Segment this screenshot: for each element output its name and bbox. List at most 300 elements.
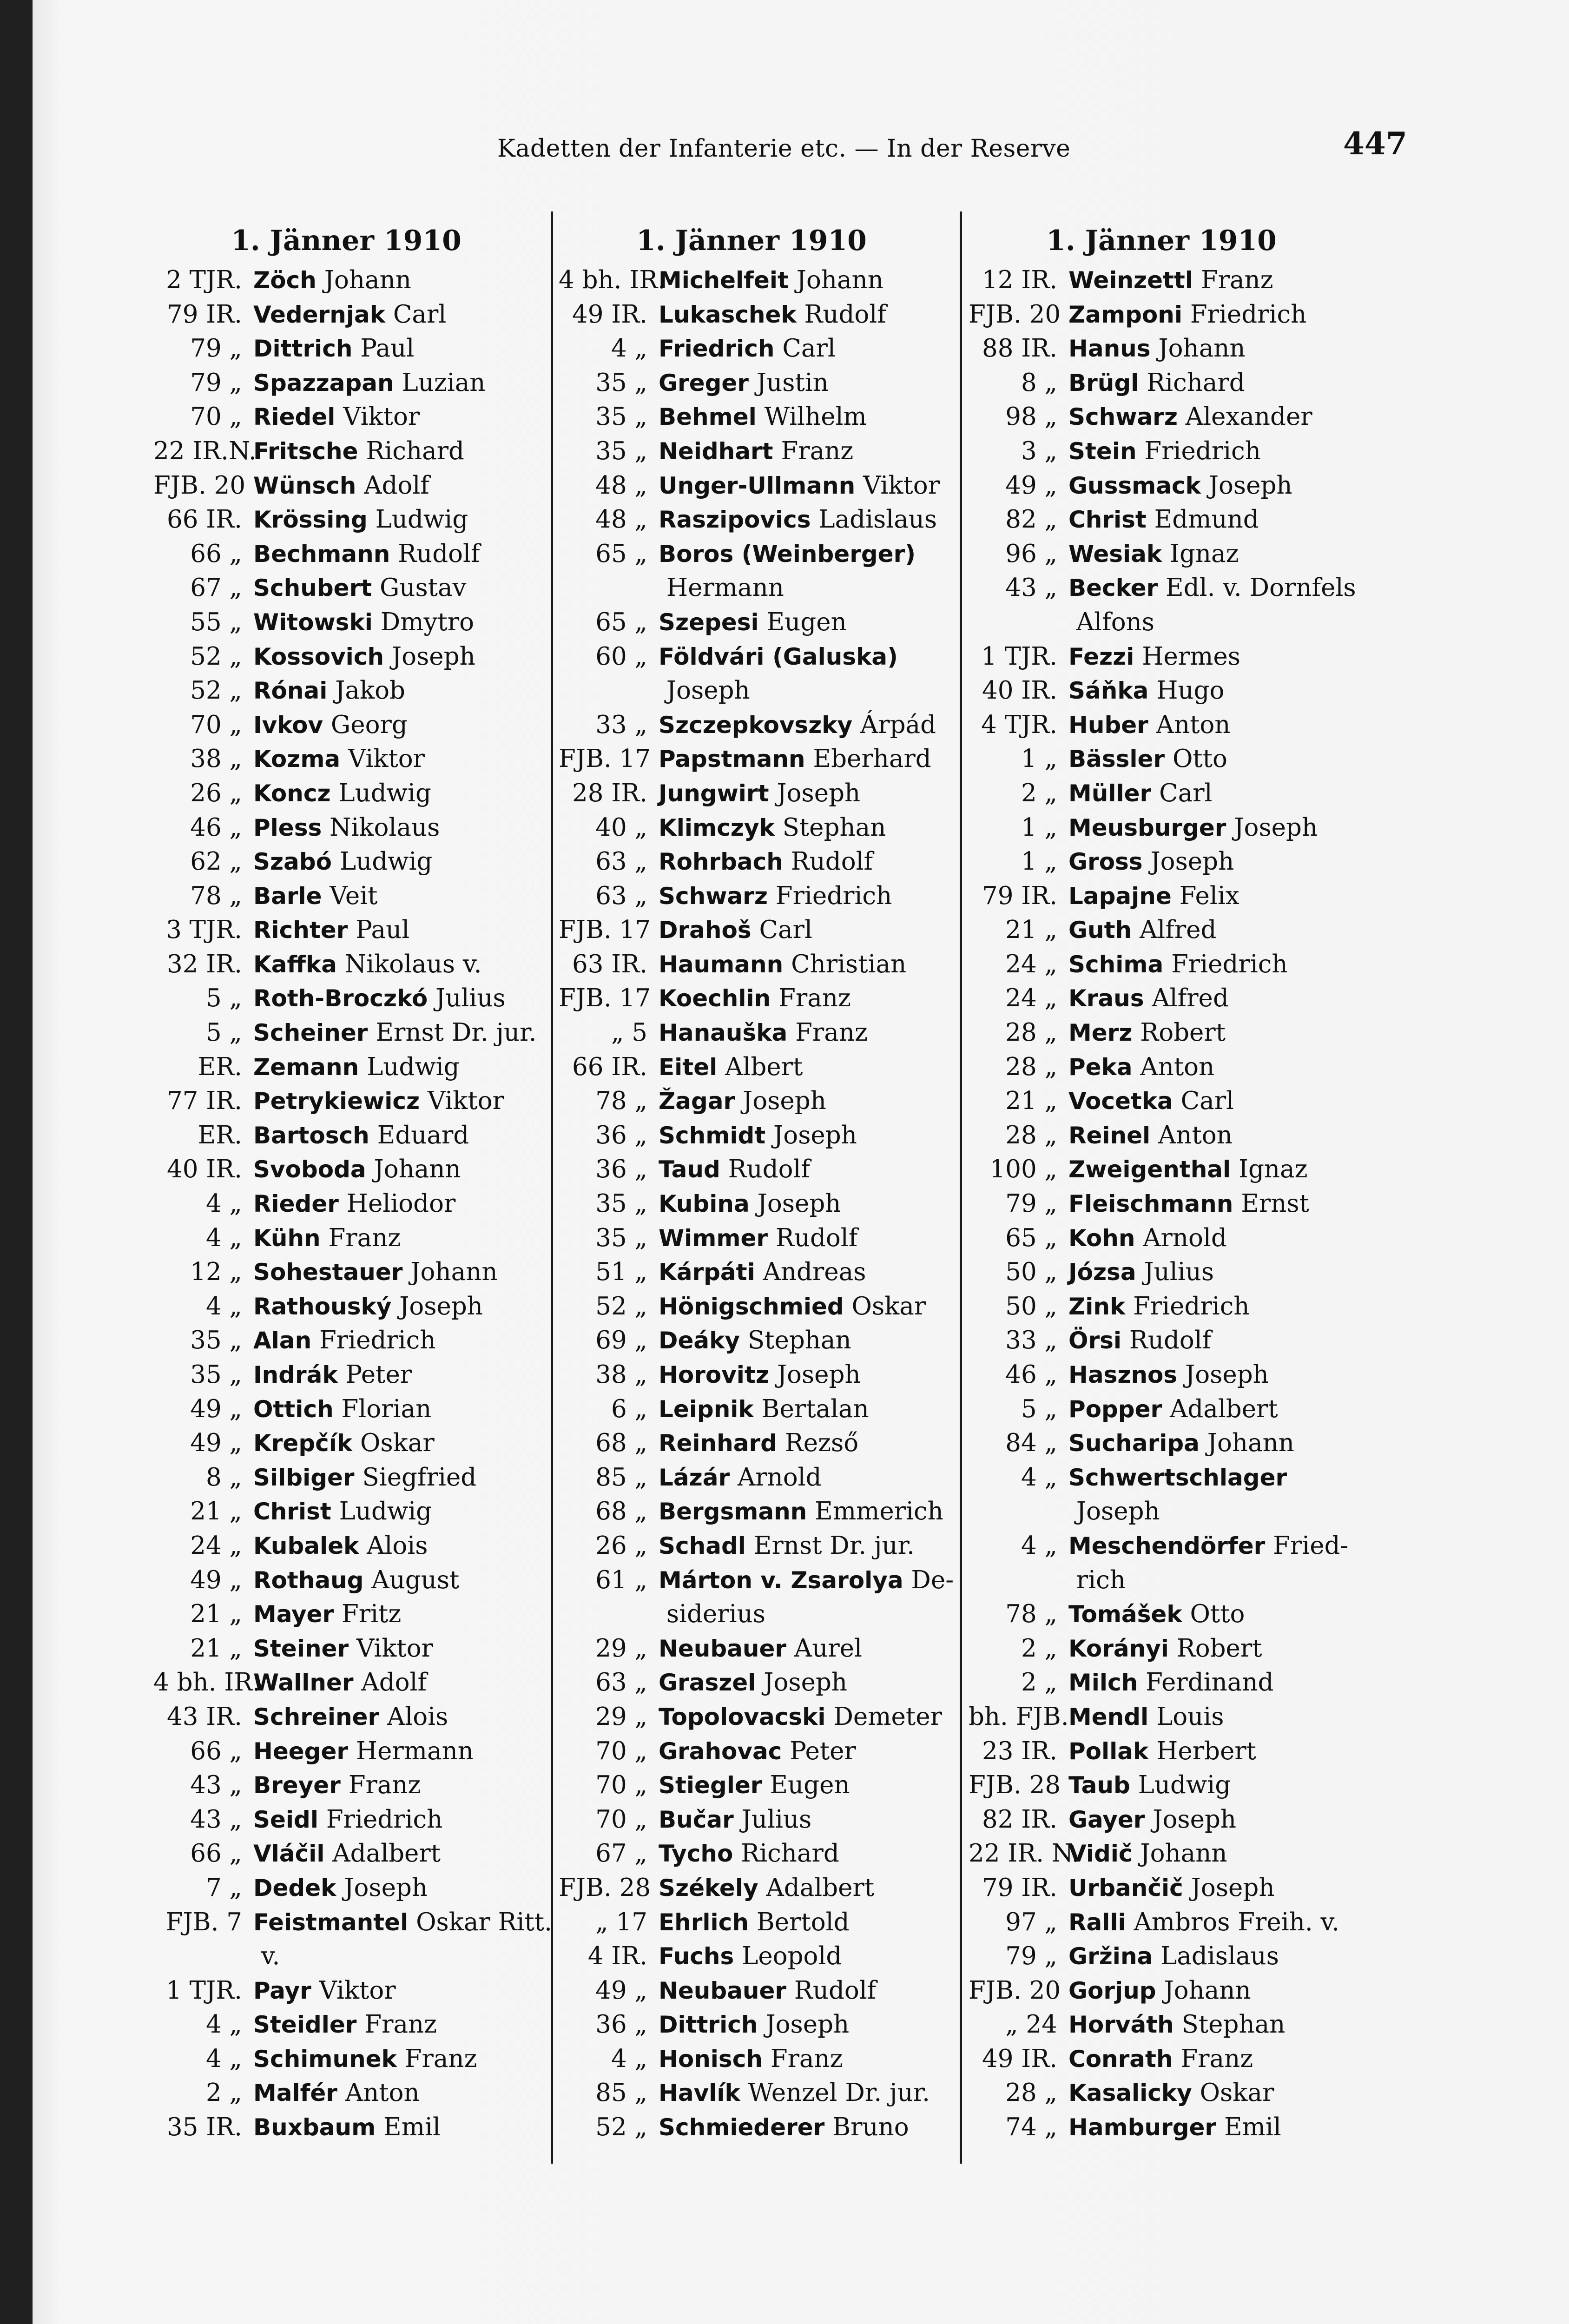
list-item	[969, 1939, 1354, 1974]
surname: Hönigschmied	[659, 1293, 844, 1320]
surname: Kraus	[1068, 985, 1144, 1012]
regiment-ref: FJB. 20	[153, 471, 246, 500]
list-item	[969, 1563, 1354, 1598]
regiment-ref: „ 24	[1005, 2010, 1057, 2039]
list-item	[559, 1118, 944, 1153]
regiment-ref: 65 „	[595, 607, 647, 636]
given-name: Luzian	[402, 368, 486, 397]
list-item	[153, 879, 539, 913]
given-name: Edl. v. Dornfels	[1166, 574, 1356, 602]
given-name: Ernst	[1241, 1189, 1309, 1218]
list-item	[559, 1084, 944, 1118]
given-name: Alois	[387, 1702, 448, 1731]
regiment-ref: 74 „	[1005, 2113, 1057, 2142]
given-name: Felix	[1179, 881, 1239, 910]
list-item	[969, 263, 1354, 297]
given-name: Nikolaus	[330, 813, 440, 842]
surname: Tomášek	[1068, 1601, 1182, 1628]
given-name: Robert	[1176, 1634, 1262, 1663]
surname: Leipnik	[659, 1395, 754, 1423]
regiment-ref: 35 „	[595, 403, 647, 431]
surname: Meusburger	[1068, 814, 1226, 841]
list-item	[969, 469, 1354, 503]
given-name: Joseph	[765, 2010, 850, 2039]
column-1	[153, 221, 552, 2145]
surname: Vidič	[1068, 1840, 1133, 1868]
given-name: Veit	[330, 881, 378, 910]
list-item	[969, 297, 1354, 332]
given-name: Rudolf	[775, 1223, 858, 1252]
surname: Unger-Ullmann	[659, 472, 856, 499]
column-heading: 1. Jänner 1910	[231, 224, 461, 257]
surname: Szepesi	[659, 608, 759, 636]
list-item	[969, 1494, 1354, 1529]
given-name: Stephan	[782, 813, 886, 842]
list-item	[559, 537, 944, 571]
list-item	[969, 1084, 1354, 1118]
regiment-ref: 66 „	[190, 539, 242, 568]
list-item	[559, 742, 944, 776]
surname: Stiegler	[659, 1772, 762, 1799]
regiment-ref: 2 „	[1021, 1668, 1057, 1697]
given-name: Joseph	[1208, 471, 1292, 500]
given-name: Joseph	[666, 676, 750, 705]
surname: Feistmantel	[253, 1908, 409, 1936]
surname: Rathouský	[253, 1293, 392, 1320]
given-name: Carl	[1159, 779, 1213, 807]
surname: Dittrich	[659, 2011, 758, 2039]
given-name: Florian	[341, 1394, 432, 1423]
given-name: Franz	[364, 2010, 437, 2039]
list-item	[969, 1426, 1354, 1460]
given-name: Viktor	[343, 403, 420, 431]
given-name: Joseph	[1191, 1873, 1275, 1902]
surname: Neubauer	[659, 1635, 787, 1662]
regiment-ref: 5 „	[205, 984, 242, 1013]
regiment-ref: FJB. 17	[559, 916, 651, 944]
surname: Dedek	[253, 1874, 336, 1901]
regiment-ref: 85 „	[595, 1463, 647, 1492]
surname: Koncz	[253, 779, 331, 807]
regiment-ref: 2 „	[1021, 779, 1057, 807]
surname: Bučar	[659, 1806, 734, 1833]
given-name: Franz	[1180, 2044, 1253, 2073]
surname: Schima	[1068, 951, 1164, 978]
list-item	[559, 1529, 944, 1563]
surname: Schubert	[253, 574, 372, 602]
regiment-ref: 49 „	[1005, 471, 1057, 500]
surname: Lázár	[659, 1464, 730, 1491]
regiment-ref: 79 IR.	[982, 881, 1057, 910]
given-name: Louis	[1156, 1702, 1224, 1731]
given-name: Anton	[1140, 1052, 1215, 1081]
regiment-ref: 4 „	[205, 1292, 242, 1320]
regiment-ref: 79 „	[1005, 1189, 1057, 1218]
given-name: Adolf	[364, 471, 429, 500]
list-item	[559, 1974, 944, 2008]
list-item	[969, 1016, 1354, 1050]
given-name: siderius	[666, 1600, 765, 1629]
given-name: Alois	[367, 1531, 428, 1560]
regiment-ref: 43 „	[1005, 574, 1057, 602]
regiment-ref: 28 „	[1005, 2079, 1057, 2107]
given-name: Peter	[790, 1736, 856, 1765]
surname: Bergsmann	[659, 1498, 807, 1525]
surname: Peka	[1068, 1053, 1133, 1081]
given-name: Christian	[791, 950, 907, 978]
given-name: Anton	[1158, 1121, 1233, 1149]
regiment-ref: 70 „	[595, 1736, 647, 1765]
given-name: Anton	[1156, 710, 1231, 739]
given-name: Viktor	[427, 1087, 504, 1116]
given-name: Emil	[1224, 2113, 1281, 2142]
given-name: Paul	[360, 334, 415, 363]
list-item	[969, 1700, 1354, 1734]
given-name: Franz	[404, 2044, 477, 2073]
list-item	[153, 1016, 539, 1050]
regiment-ref: 8 „	[205, 1463, 242, 1492]
surname: Rothaug	[253, 1566, 364, 1594]
given-name: Julius	[741, 1805, 812, 1834]
surname: Reinel	[1068, 1122, 1151, 1149]
given-name: Joseph	[344, 1873, 428, 1902]
list-item	[153, 742, 539, 776]
list-item	[559, 1016, 944, 1050]
given-name: Franz	[770, 2044, 843, 2073]
regiment-ref: 36 „	[595, 2010, 647, 2039]
regiment-ref: 67 „	[595, 1839, 647, 1868]
list-item	[153, 1529, 539, 1563]
regiment-ref: 2 „	[1021, 1634, 1057, 1663]
given-name: Arnold	[737, 1463, 822, 1492]
list-item	[969, 1460, 1354, 1495]
regiment-ref: 70 „	[190, 710, 242, 739]
regiment-ref: 1 TJR.	[166, 1976, 242, 2005]
given-name: Friedrich	[1190, 300, 1307, 329]
given-name: Joseph	[399, 1292, 483, 1320]
regiment-ref: 78 „	[595, 1087, 647, 1116]
regiment-ref: 61 „	[595, 1565, 647, 1594]
given-name: Hermann	[666, 574, 784, 602]
list-item	[559, 879, 944, 913]
list-item	[969, 434, 1354, 469]
list-item	[153, 263, 539, 297]
regiment-ref: 63 „	[595, 881, 647, 910]
list-item	[153, 1597, 539, 1631]
given-name: Joseph	[777, 779, 861, 807]
list-item	[969, 673, 1354, 708]
surname: Neidhart	[659, 437, 773, 465]
given-name: Eugen	[770, 1771, 850, 1800]
list-item	[969, 742, 1354, 776]
given-name: Ludwig	[339, 847, 433, 876]
list-item	[969, 845, 1354, 879]
surname: Ehrlich	[659, 1908, 749, 1936]
given-name: Carl	[393, 300, 447, 329]
list-item	[559, 331, 944, 366]
given-name: Johann	[796, 266, 883, 294]
list-item	[559, 1460, 944, 1495]
given-name: rich	[1076, 1565, 1126, 1594]
regiment-ref: 38 „	[595, 1360, 647, 1389]
surname: Merz	[1068, 1019, 1133, 1047]
list-item	[969, 537, 1354, 571]
surname: Buxbaum	[253, 2114, 376, 2141]
list-item	[153, 400, 539, 434]
column-2	[559, 221, 954, 2145]
list-item	[153, 1460, 539, 1495]
given-name: Franz	[1200, 266, 1273, 294]
surname: Zöch	[253, 267, 316, 294]
surname: Rónai	[253, 677, 328, 705]
given-name: Oskar	[360, 1429, 435, 1458]
list-item	[559, 1323, 944, 1358]
regiment-ref: 4 „	[205, 2010, 242, 2039]
list-item	[559, 297, 944, 332]
list-item	[153, 1118, 539, 1153]
list-item	[153, 1836, 539, 1871]
surname: Bartosch	[253, 1122, 369, 1149]
regiment-ref: 88 IR.	[982, 334, 1057, 363]
surname: Greger	[659, 369, 749, 396]
list-item	[969, 776, 1354, 811]
surname: Graszel	[659, 1669, 756, 1697]
given-name: Rudolf	[791, 847, 873, 876]
list-item	[559, 673, 944, 708]
surname: Korányi	[1068, 1635, 1169, 1662]
list-item	[969, 1050, 1354, 1084]
given-name: Ludwig	[1138, 1771, 1231, 1800]
given-name: Hermes	[1142, 642, 1240, 671]
surname: Koechlin	[659, 985, 771, 1012]
list-item	[969, 913, 1354, 947]
surname: Kubalek	[253, 1532, 359, 1559]
entry-list	[153, 263, 552, 2145]
surname: Kühn	[253, 1224, 321, 1252]
given-name: Franz	[778, 984, 851, 1013]
regiment-ref: 1 „	[1021, 813, 1057, 842]
given-name: Julius	[1144, 1258, 1214, 1287]
surname: Gorjup	[1068, 1977, 1156, 2004]
regiment-ref: 35 „	[595, 1223, 647, 1252]
surname: Mayer	[253, 1601, 334, 1628]
given-name: Emil	[383, 2113, 441, 2142]
given-name: Fritz	[341, 1600, 402, 1629]
given-name: Fried-	[1273, 1531, 1349, 1560]
list-item	[559, 1939, 944, 1974]
given-name: Friedrich	[1171, 950, 1288, 978]
surname: Seidl	[253, 1806, 318, 1833]
surname: Sohestauer	[253, 1259, 403, 1286]
given-name: Rudolf	[804, 300, 886, 329]
regiment-ref: 46 „	[190, 813, 242, 842]
surname: Topolovacski	[659, 1703, 826, 1730]
regiment-ref: 33 „	[595, 710, 647, 739]
regiment-ref: 29 „	[595, 1702, 647, 1731]
surname: Hamburger	[1068, 2114, 1217, 2141]
page-number: 447	[1343, 125, 1407, 162]
regiment-ref: 68 „	[595, 1497, 647, 1526]
regiment-ref: 6 „	[611, 1394, 647, 1423]
list-item	[153, 1152, 539, 1187]
list-item	[153, 776, 539, 811]
regiment-ref: 82 „	[1005, 505, 1057, 534]
surname: Steiner	[253, 1635, 349, 1662]
regiment-ref: 22 IR.N.	[153, 436, 257, 465]
given-name: Richard	[741, 1839, 839, 1868]
regiment-ref: 65 „	[595, 539, 647, 568]
given-name: Joseph	[764, 1668, 847, 1697]
list-item	[153, 469, 539, 503]
regiment-ref: 78 „	[190, 881, 242, 910]
given-name: Joseph	[743, 1087, 826, 1116]
list-item	[969, 1734, 1354, 1769]
surname: Witowski	[253, 608, 373, 636]
regiment-ref: 84 „	[1005, 1429, 1057, 1458]
list-item	[153, 366, 539, 400]
given-name: Oskar	[851, 1292, 926, 1320]
surname: Reinhard	[659, 1430, 777, 1457]
list-item	[559, 434, 944, 469]
given-name: Aurel	[794, 1634, 862, 1663]
given-name: Johann	[1140, 1839, 1227, 1868]
given-name: Ignaz	[1239, 1155, 1308, 1184]
regiment-ref: 22 IR. N.	[969, 1839, 1080, 1868]
surname: Vocetka	[1068, 1088, 1173, 1115]
surname: Schreiner	[253, 1703, 380, 1730]
regiment-ref: 46 „	[1005, 1360, 1057, 1389]
given-name: Joseph	[1153, 1805, 1237, 1834]
list-item	[969, 1836, 1354, 1871]
regiment-ref: 97 „	[1005, 1908, 1057, 1936]
surname: Horovitz	[659, 1361, 769, 1388]
list-item	[969, 879, 1354, 913]
given-name: Bertold	[756, 1908, 850, 1936]
regiment-ref: 4 „	[1021, 1463, 1057, 1492]
surname: Ivkov	[253, 711, 323, 739]
surname: Wallner	[253, 1669, 354, 1697]
regiment-ref: 50 „	[1005, 1258, 1057, 1287]
given-name: v.	[261, 1942, 280, 1971]
regiment-ref: 28 „	[1005, 1121, 1057, 1149]
list-item	[559, 1836, 944, 1871]
given-name: Heliodor	[346, 1189, 456, 1218]
surname: Földvári (Galuska)	[659, 643, 898, 670]
list-item	[153, 1939, 539, 1974]
given-name: Friedrich	[1133, 1292, 1250, 1320]
regiment-ref: 1 TJR.	[981, 642, 1057, 671]
surname: Spazzapan	[253, 369, 394, 396]
list-item	[559, 1221, 944, 1255]
list-item	[969, 1118, 1354, 1153]
regiment-ref: 66 „	[190, 1839, 242, 1868]
list-item	[969, 1871, 1354, 1905]
regiment-ref: 49 „	[190, 1394, 242, 1423]
surname: Schmiederer	[659, 2114, 825, 2141]
surname: Indrák	[253, 1361, 338, 1388]
given-name: Alfons	[1076, 607, 1154, 636]
surname: Brügl	[1068, 369, 1139, 396]
regiment-ref: 4 bh. IR.	[559, 266, 666, 294]
surname: Jungwirt	[659, 779, 769, 807]
regiment-ref: 35 „	[595, 368, 647, 397]
given-name: Rudolf	[398, 539, 480, 568]
given-name: Demeter	[833, 1702, 942, 1731]
surname: Meschendörfer	[1068, 1532, 1266, 1559]
list-item	[153, 1494, 539, 1529]
regiment-ref: 49 IR.	[982, 2044, 1057, 2073]
regiment-ref: FJB. 20	[969, 1976, 1061, 2005]
list-item	[559, 1358, 944, 1392]
regiment-ref: 79 „	[1005, 1942, 1057, 1971]
given-name: Adalbert	[1170, 1394, 1278, 1423]
surname: Gržina	[1068, 1943, 1153, 1970]
regiment-ref: 66 IR.	[167, 505, 242, 534]
list-item	[153, 1358, 539, 1392]
list-item	[559, 776, 944, 811]
regiment-ref: 2 TJR.	[166, 266, 242, 294]
regiment-ref: 35 „	[190, 1326, 242, 1355]
regiment-ref: FJB. 28	[559, 1873, 651, 1902]
surname: Wimmer	[659, 1224, 768, 1252]
surname: Vedernjak	[253, 301, 385, 328]
regiment-ref: 77 IR.	[167, 1087, 242, 1116]
regiment-ref: FJB. 17	[559, 745, 651, 773]
given-name: Jakob	[335, 676, 405, 705]
given-name: Adalbert	[766, 1873, 875, 1902]
surname: Havlík	[659, 2080, 740, 2107]
regiment-ref: bh. FJB.	[969, 1702, 1069, 1731]
list-item	[153, 1187, 539, 1221]
surname: Deáky	[659, 1327, 740, 1354]
surname: Kasalicky	[1068, 2080, 1192, 2107]
surname: Richter	[253, 917, 348, 944]
regiment-ref: 36 „	[595, 1121, 647, 1149]
surname: Guth	[1068, 917, 1132, 944]
list-item	[153, 1871, 539, 1905]
given-name: Andreas	[763, 1258, 866, 1287]
surname: Gross	[1068, 848, 1143, 876]
surname: Pollak	[1068, 1737, 1149, 1765]
surname: Kozma	[253, 746, 341, 773]
given-name: Ludwig	[338, 779, 431, 807]
given-name: Joseph	[1076, 1497, 1160, 1526]
surname: Wünsch	[253, 472, 356, 499]
list-item	[559, 981, 944, 1016]
list-item	[153, 1631, 539, 1666]
surname: Pless	[253, 814, 322, 841]
running-title: Kadetten der Infanterie etc. — In der Reserve	[497, 135, 1071, 163]
regiment-ref: 35 „	[595, 1189, 647, 1218]
list-item	[969, 1631, 1354, 1666]
regiment-ref: 52 „	[595, 2113, 647, 2142]
list-item	[969, 1597, 1354, 1631]
surname: Márton v. Zsarolya	[659, 1566, 903, 1594]
list-item	[969, 1187, 1354, 1221]
given-name: Carl	[782, 334, 836, 363]
regiment-ref: 49 „	[190, 1429, 242, 1458]
list-item	[559, 1734, 944, 1769]
regiment-ref: 5 „	[1021, 1394, 1057, 1423]
regiment-ref: 26 „	[595, 1531, 647, 1560]
surname: Christ	[253, 1498, 331, 1525]
given-name: Franz	[781, 436, 854, 465]
list-item	[969, 1152, 1354, 1187]
regiment-ref: 70 „	[595, 1805, 647, 1834]
regiment-ref: 28 „	[1005, 1052, 1057, 1081]
list-item	[969, 947, 1354, 982]
list-item	[153, 537, 539, 571]
